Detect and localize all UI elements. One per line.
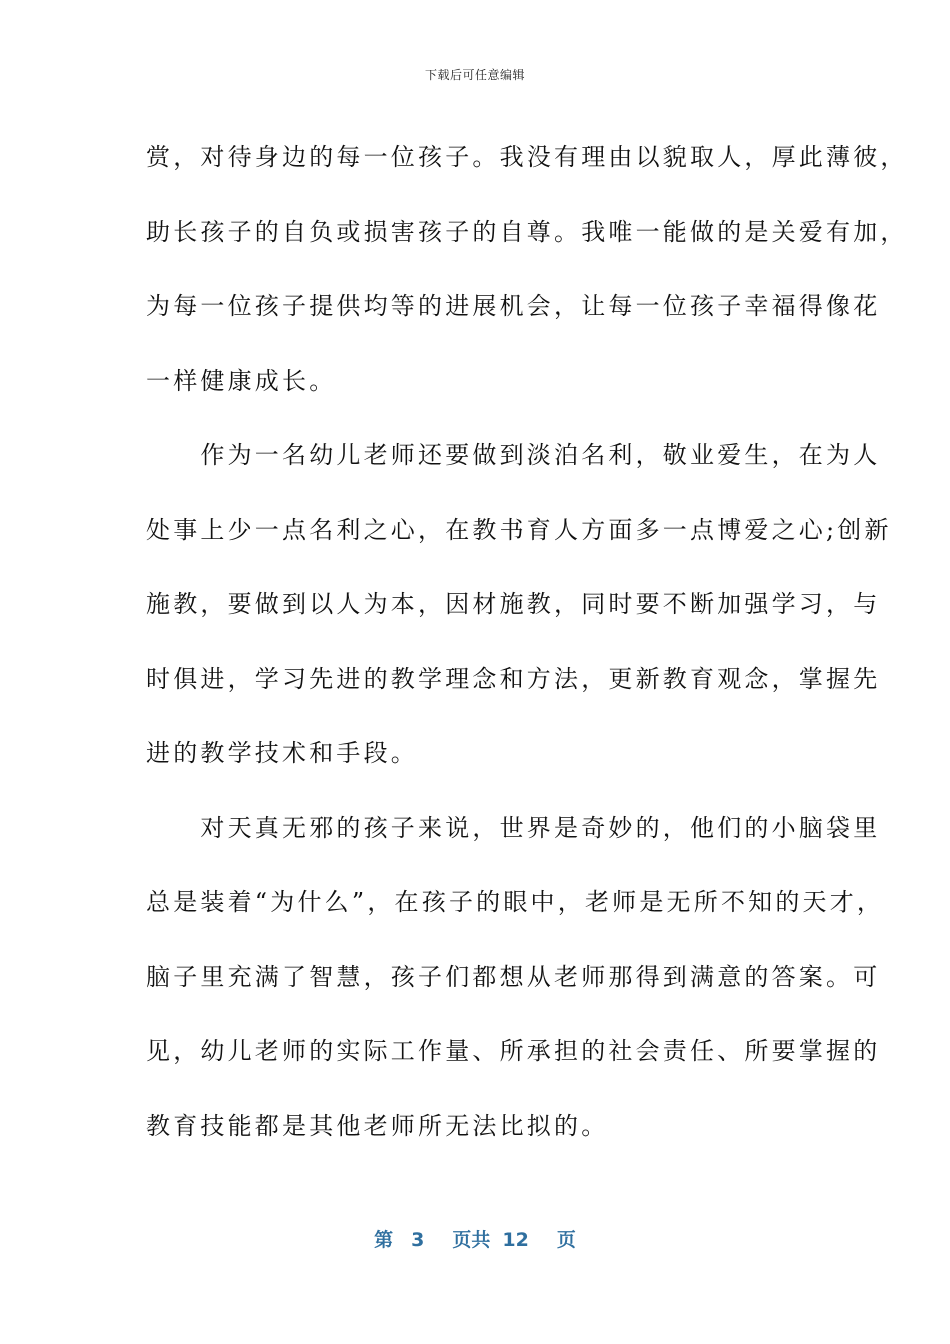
text-line: 一样健康成长。 (146, 366, 337, 395)
footer-suffix: 页 (556, 1229, 576, 1251)
text-line: 为每一位孩子提供均等的进展机会，让每一位孩子幸福得像花 (146, 292, 881, 320)
text-line: 教育技能都是其他老师所无法比拟的。 (146, 1111, 609, 1140)
paragraph-3 (146, 791, 885, 1164)
text-line: 施教，要做到以人为本，因材施教，同时要不断加强学习，与 (146, 590, 881, 618)
text-line: 见，幼儿老师的实际工作量、所承担的社会责任、所要掌握的 (146, 1037, 881, 1065)
header-note: 下载后可任意编辑 (424, 68, 525, 82)
footer-current-page: 3 (411, 1229, 425, 1251)
text-line: 处事上少一点名利之心，在教书育人方面多一点博爱之心;创新 (146, 515, 892, 544)
body-text (146, 120, 908, 1163)
text-line: 赏，对待身边的每一位孩子。我没有理由以貌取人，厚此薄彼， (146, 143, 908, 171)
text-line: 脑子里充满了智慧，孩子们都想从老师那得到满意的答案。可 (146, 962, 881, 991)
page-footer (0, 1225, 950, 1252)
text-line: 作为一名幼儿老师还要做到淡泊名利，敬业爱生，在为人 (146, 441, 881, 469)
paragraph-1 (146, 120, 908, 418)
text-line: 对天真无邪的孩子来说，世界是奇妙的，他们的小脑袋里 (146, 813, 881, 842)
footer-middle: 页共 (452, 1229, 491, 1251)
text-line: 助长孩子的自负或损害孩子的自尊。我唯一能做的是关爱有加， (146, 217, 908, 246)
text-line: 时俱进，学习先进的教学理念和方法，更新教育观念，掌握先 (146, 664, 881, 693)
text-line: 进的教学技术和手段。 (146, 739, 418, 767)
text-line: 总是装着“为什么”，在孩子的眼中，老师是无所不知的天才， (146, 888, 885, 916)
footer-total-pages: 12 (502, 1229, 529, 1251)
paragraph-2 (146, 418, 892, 791)
footer-prefix: 第 (374, 1229, 394, 1251)
